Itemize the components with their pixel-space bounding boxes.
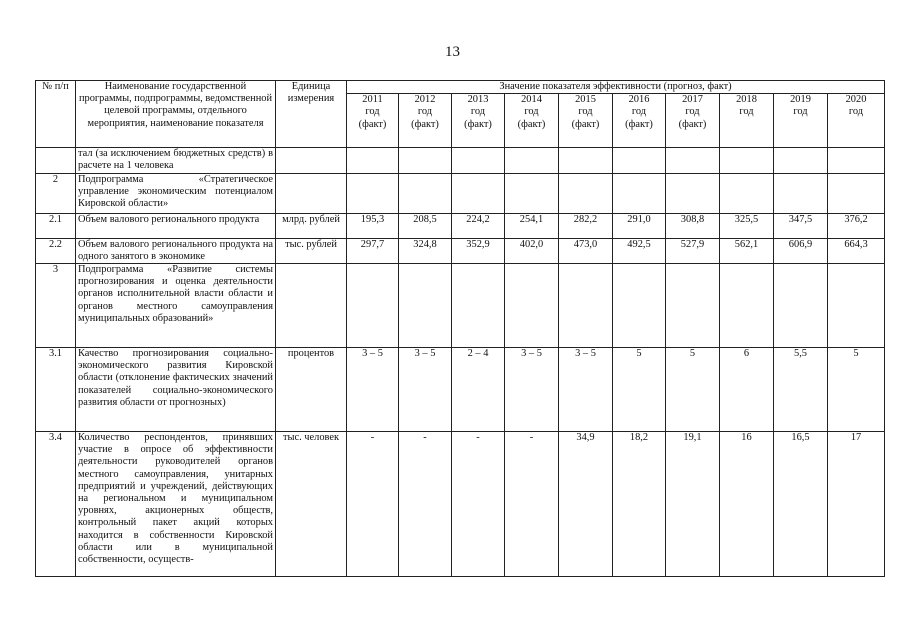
row-unit [276,173,347,213]
row-value-2012 [399,148,452,173]
row-value-2018 [720,264,774,348]
row-value-2011 [347,173,399,213]
row-value-2012: 324,8 [399,238,452,263]
row-value-2017 [666,173,720,213]
row-number: 2.2 [36,238,76,263]
row-value-2014: 3 – 5 [505,348,559,432]
header-year-2016 [613,94,666,148]
table-row [36,348,885,432]
header-year-2012 [399,94,452,148]
row-value-2012: - [399,432,452,577]
row-value-2019: 5,5 [774,348,828,432]
table-row [36,238,885,263]
row-value-2013 [452,264,505,348]
row-value-2016 [613,148,666,173]
header-year-year: 2018 [736,94,757,106]
row-value-2012: 208,5 [399,213,452,238]
row-value-2013: 352,9 [452,238,505,263]
row-number: 3.1 [36,348,76,432]
row-value-2015: 282,2 [559,213,613,238]
row-value-2020 [828,264,885,348]
table-body [36,148,885,577]
row-value-2020: 5 [828,348,885,432]
row-value-2014 [505,264,559,348]
row-value-2017: 308,8 [666,213,720,238]
header-year-unit: год [685,106,700,118]
header-year-note: (факт) [411,118,439,130]
table-row [36,264,885,348]
row-unit: млрд. рублей [276,213,347,238]
row-value-2017: 527,9 [666,238,720,263]
row-value-2017: 19,1 [666,432,720,577]
row-value-2020: 17 [828,432,885,577]
row-indicator-name: Качество прогнозирования социально-экономического развития Кировской области (отклонение фактических значений показателей социально-экономического развития области от прогнозных) [76,348,276,432]
header-year-2020 [828,94,885,148]
header-year-2017 [666,94,720,148]
row-value-2011: 195,3 [347,213,399,238]
row-value-2018: 6 [720,348,774,432]
row-value-2015: 34,9 [559,432,613,577]
row-unit: процентов [276,348,347,432]
row-value-2018: 325,5 [720,213,774,238]
row-value-2018: 16 [720,432,774,577]
row-value-2013 [452,148,505,173]
row-value-2018 [720,148,774,173]
row-value-2016: 18,2 [613,432,666,577]
row-value-2015 [559,264,613,348]
row-value-2020: 376,2 [828,213,885,238]
header-year-unit: год [631,106,647,118]
header-year-unit: год [739,106,754,118]
header-name: Наименование государственной программы, подпрограммы, ведомственной целевой программы, отдельного мероприятия, наименование показателя [76,81,276,148]
row-value-2015: 473,0 [559,238,613,263]
row-number: 3 [36,264,76,348]
row-indicator-name: Объем валового регионального продукта на одного занятого в экономике [76,238,276,263]
row-unit: тыс. человек [276,432,347,577]
row-value-2019: 347,5 [774,213,828,238]
header-year-year: 2017 [682,94,703,106]
row-value-2020: 664,3 [828,238,885,263]
header-year-year: 2014 [521,94,542,106]
row-value-2015: 3 – 5 [559,348,613,432]
row-indicator-name: Подпрограмма «Стратегическое управление экономическим потенциалом Кировской области» [76,173,276,213]
header-year-unit: год [578,106,593,118]
row-value-2012 [399,173,452,213]
header-year-year: 2013 [467,94,489,106]
row-value-2011: - [347,432,399,577]
row-value-2014 [505,148,559,173]
row-number: 2 [36,173,76,213]
row-indicator-name: Объем валового регионального продукта [76,213,276,238]
row-unit [276,148,347,173]
header-year-unit: год [793,106,808,118]
row-value-2016: 5 [613,348,666,432]
header-year-2015 [559,94,613,148]
row-value-2016 [613,173,666,213]
header-year-year: 2012 [414,94,436,106]
header-year-2011 [347,94,399,148]
header-year-year: 2019 [790,94,811,106]
row-value-2017 [666,264,720,348]
row-value-2018: 562,1 [720,238,774,263]
row-value-2013: 224,2 [452,213,505,238]
table-row [36,213,885,238]
row-value-2019 [774,173,828,213]
row-value-2016: 291,0 [613,213,666,238]
row-number: 3.4 [36,432,76,577]
row-value-2017 [666,148,720,173]
header-year-2019 [774,94,828,148]
row-unit: тыс. рублей [276,238,347,263]
header-year-year: 2011 [362,94,383,106]
row-value-2015 [559,148,613,173]
header-unit: Единица измерения [276,81,347,148]
header-year-year: 2020 [845,94,867,106]
row-value-2011 [347,264,399,348]
header-year-note: (факт) [625,118,653,130]
row-value-2013 [452,173,505,213]
header-year-2014 [505,94,559,148]
row-unit [276,264,347,348]
row-value-2011: 3 – 5 [347,348,399,432]
row-value-2012 [399,264,452,348]
row-indicator-name: Количество респондентов, принявших участие в опросе об эффективности деятельности руководителей органов местного самоуправления, унитарных предприятий и учреждений, действующих на региональном и муниципальном уровнях, акционерных обществ, контрольный пакет акций которых находится в собственности Кировской области или в муниципальной собственности, осуществ- [76,432,276,577]
row-value-2011: 297,7 [347,238,399,263]
header-year-note: (факт) [464,118,492,130]
header-num: № п/п [36,81,76,148]
header-year-unit: год [417,106,433,118]
row-value-2020 [828,148,885,173]
row-number: 2.1 [36,213,76,238]
header-year-unit: год [524,106,539,118]
row-value-2019: 606,9 [774,238,828,263]
header-year-note: (факт) [571,118,600,130]
header-year-unit: год [470,106,486,118]
row-value-2019 [774,148,828,173]
header-year-2018 [720,94,774,148]
row-value-2017: 5 [666,348,720,432]
row-indicator-name: Подпрограмма «Развитие системы прогнозирования и оценка деятельности органов исполнительной власти области и органов местного самоуправления муниципальных образований» [76,264,276,348]
row-value-2011 [347,148,399,173]
row-value-2016: 492,5 [613,238,666,263]
row-value-2013: 2 – 4 [452,348,505,432]
header-year-note: (факт) [678,118,707,130]
header-year-note: (факт) [358,118,387,130]
header-year-unit: год [365,106,380,118]
row-value-2016 [613,264,666,348]
header-year-2013 [452,94,505,148]
table-row [36,173,885,213]
table-row [36,432,885,577]
header-values-group: Значение показателя эффективности (прогноз, факт) [347,81,885,94]
row-value-2020 [828,173,885,213]
row-value-2018 [720,173,774,213]
row-value-2013: - [452,432,505,577]
row-value-2012: 3 – 5 [399,348,452,432]
indicators-table [35,80,885,577]
page-number: 13 [445,44,460,60]
row-indicator-name: тал (за исключением бюджетных средств) в расчете на 1 человека [76,148,276,173]
row-value-2019 [774,264,828,348]
row-value-2014: - [505,432,559,577]
row-value-2014: 254,1 [505,213,559,238]
header-year-note: (факт) [517,118,546,130]
header-year-year: 2015 [575,94,596,106]
row-value-2014 [505,173,559,213]
row-number [36,148,76,173]
row-value-2015 [559,173,613,213]
header-year-year: 2016 [628,94,650,106]
row-value-2019: 16,5 [774,432,828,577]
row-value-2014: 402,0 [505,238,559,263]
header-year-unit: год [848,106,864,118]
table-row [36,148,885,173]
